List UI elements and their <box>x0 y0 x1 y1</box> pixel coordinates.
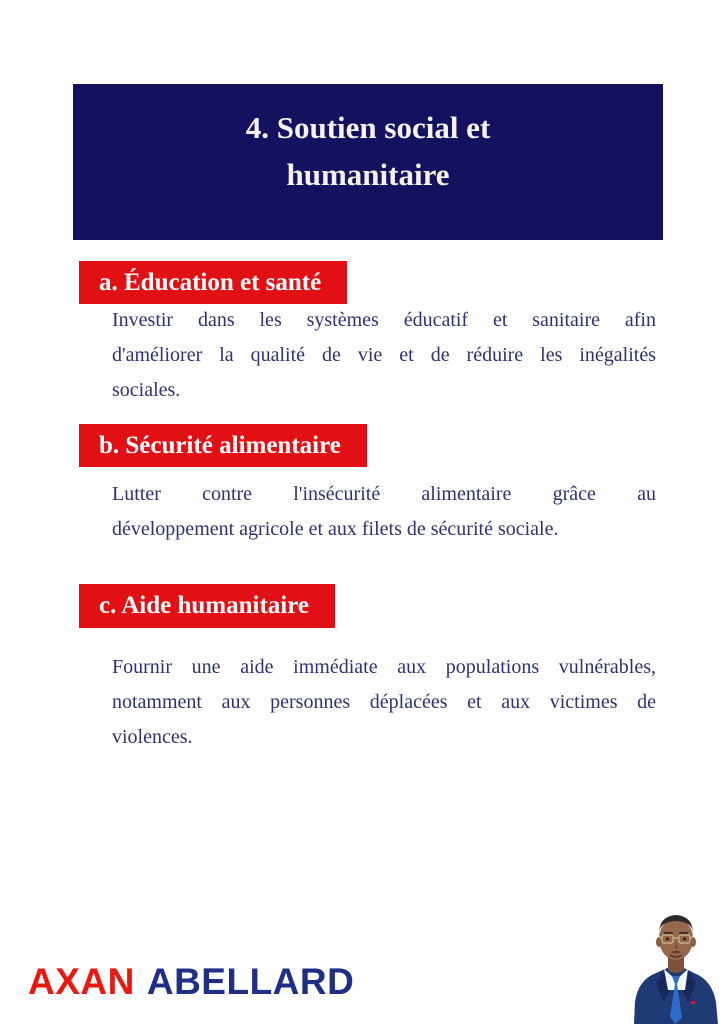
brand-last-name: ABELLARD <box>146 961 355 1002</box>
flag-pin <box>691 998 695 1004</box>
text-line: Fournir une aide immédiate aux populations vulnérables, <box>112 656 656 678</box>
section-paragraph-securite-alimentaire <box>112 477 656 547</box>
text-line: notamment aux personnes déplacées et aux victimes de <box>112 691 656 713</box>
header-box <box>73 84 663 240</box>
section-heading-education-sante: a. Éducation et santé <box>79 261 347 304</box>
section-paragraph-education-sante <box>112 303 656 408</box>
page-title <box>73 104 663 198</box>
text-line: Lutter contre l'insécurité alimentaire grâce au <box>112 483 656 505</box>
text-line: violences. <box>112 726 193 748</box>
face <box>659 918 693 960</box>
section-heading-securite-alimentaire: b. Sécurité alimentaire <box>79 424 367 467</box>
page-title-line-1: 4. Soutien social et <box>245 110 491 145</box>
text-line: sociales. <box>112 379 181 401</box>
portrait-photo <box>628 906 722 1024</box>
text-line: développement agricole et aux filets de sécurité sociale. <box>112 518 559 540</box>
brand-logo <box>28 961 354 1003</box>
brand-first-name: AXAN <box>28 961 135 1002</box>
section-heading-aide-humanitaire: c. Aide humanitaire <box>79 584 335 628</box>
text-line: d'améliorer la qualité de vie et de réduire les inégalités <box>112 344 656 366</box>
section-paragraph-aide-humanitaire <box>112 650 656 755</box>
text-line: Investir dans les systèmes éducatif et sanitaire afin <box>112 309 656 331</box>
page-title-line-2: humanitaire <box>286 157 450 192</box>
